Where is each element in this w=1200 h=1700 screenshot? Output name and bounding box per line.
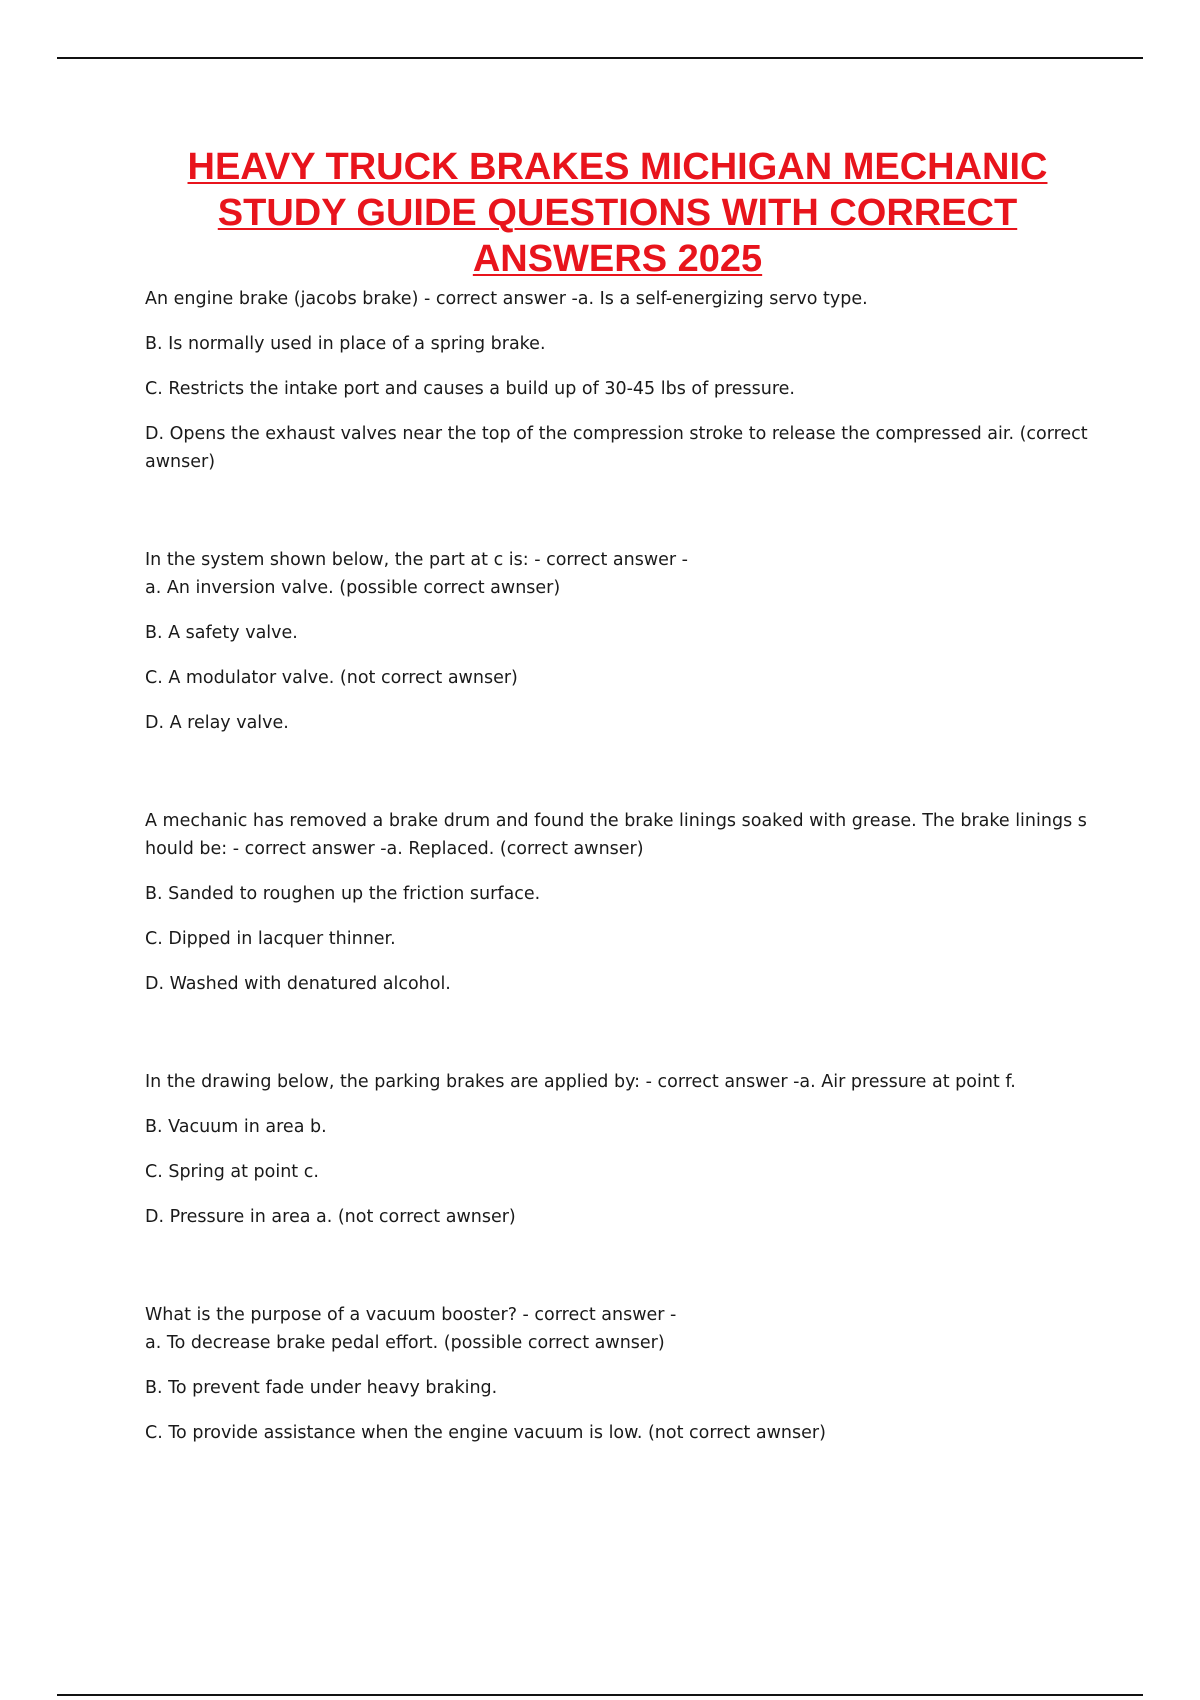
document-title: HEAVY TRUCK BRAKES MICHIGAN MECHANIC STUDY GUIDE QUESTIONS WITH CORRECT ANSWERS 2025 [187,146,1048,280]
option-c: C. Spring at point c. [145,1162,319,1182]
question-block-3 [145,807,1095,998]
question-block-4 [145,1068,1095,1231]
option-c: C. To provide assistance when the engine vacuum is low. (not correct awnser) [145,1423,826,1443]
option-c: C. Restricts the intake port and causes a build up of 30-45 lbs of pressure. [145,379,795,399]
option-b: B. Vacuum in area b. [145,1117,327,1137]
bottom-rule [57,1694,1143,1696]
answer-line: a. An inversion valve. (possible correct awnser) [145,578,561,598]
option-b: B. Is normally used in place of a spring brake. [145,334,546,354]
option-b: B. A safety valve. [145,623,298,643]
option-c: C. Dipped in lacquer thinner. [145,929,396,949]
question-text: An engine brake (jacobs brake) - correct answer -a. Is a self-energizing servo type. [145,289,868,309]
question-block-5 [145,1301,1095,1447]
top-rule [57,57,1143,59]
option-d: D. Opens the exhaust valves near the top of the compression stroke to release the compressed air. (correct awnser) [145,424,1094,472]
question-text: What is the purpose of a vacuum booster? - correct answer - [145,1305,677,1325]
question-text: In the drawing below, the parking brakes are applied by: - correct answer -a. Air pressure at point f. [145,1072,1016,1092]
option-b: B. To prevent fade under heavy braking. [145,1378,498,1398]
option-d: D. A relay valve. [145,713,289,733]
question-block-1 [145,285,1095,476]
answer-line: a. To decrease brake pedal effort. (possible correct awnser) [145,1333,665,1353]
question-text: In the system shown below, the part at c is: - correct answer - [145,550,688,570]
question-text: A mechanic has removed a brake drum and found the brake linings soaked with grease. The brake linings should be: - correct answer -a. Replaced. (correct awnser) [145,811,1087,859]
option-b: B. Sanded to roughen up the friction surface. [145,884,541,904]
question-block-2 [145,546,1095,737]
question-list [145,285,1095,1447]
option-d: D. Washed with denatured alcohol. [145,974,451,994]
option-d: D. Pressure in area a. (not correct awnser) [145,1207,516,1227]
option-c: C. A modulator valve. (not correct awnser) [145,668,518,688]
